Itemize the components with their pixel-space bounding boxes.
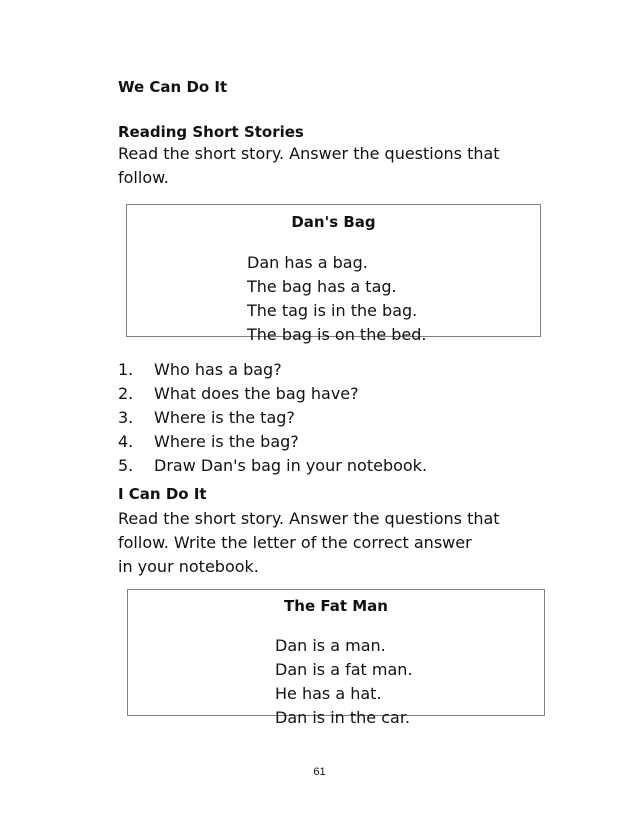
story-line: The tag is in the bag. [247, 301, 418, 320]
story-title: The Fat Man [284, 597, 388, 615]
instruction-line: in your notebook. [118, 557, 259, 576]
question-item [118, 454, 427, 478]
question-text: Where is the tag? [154, 408, 295, 427]
story-line: Dan is a man. [275, 636, 386, 655]
story-lines [275, 634, 413, 730]
question-list [118, 358, 427, 478]
story-line: Dan is a fat man. [275, 660, 413, 679]
instructions-1 [118, 142, 538, 190]
page-number: 61 [313, 766, 326, 778]
story-line: The bag is on the bed. [247, 325, 427, 344]
question-text: Who has a bag? [154, 360, 282, 379]
story-line: He has a hat. [275, 684, 382, 703]
question-number: 5. [118, 456, 134, 475]
question-text: What does the bag have? [154, 384, 359, 403]
story-line: Dan is in the car. [275, 708, 411, 727]
section-heading-we-can-do-it: We Can Do It [118, 78, 228, 96]
instructions-2 [118, 507, 500, 579]
question-text: Draw Dan's bag in your notebook. [154, 456, 428, 475]
story-line: Dan has a bag. [247, 253, 368, 272]
story-line: The bag has a tag. [247, 277, 397, 296]
instruction-line: Read the short story. Answer the questions that [118, 509, 500, 528]
story-lines [247, 251, 427, 347]
story-title: Dan's Bag [291, 213, 376, 231]
question-item [118, 430, 427, 454]
story-box-the-fat-man [127, 589, 545, 727]
section-subheading-reading-short-stories: Reading Short Stories [118, 123, 304, 141]
section-heading-i-can-do-it: I Can Do It [118, 485, 207, 503]
question-number: 1. [118, 360, 134, 379]
instruction-line: follow. Write the letter of the correct answer [118, 533, 472, 552]
question-number: 3. [118, 408, 134, 427]
question-number: 2. [118, 384, 134, 403]
question-number: 4. [118, 432, 134, 451]
instruction-line: follow. [118, 168, 169, 187]
question-item [118, 358, 427, 382]
question-item [118, 382, 427, 406]
instruction-line: Read the short story. Answer the questions that [118, 144, 500, 163]
question-item [118, 406, 427, 430]
question-text: Where is the bag? [154, 432, 299, 451]
story-box-dans-bag [126, 204, 541, 344]
